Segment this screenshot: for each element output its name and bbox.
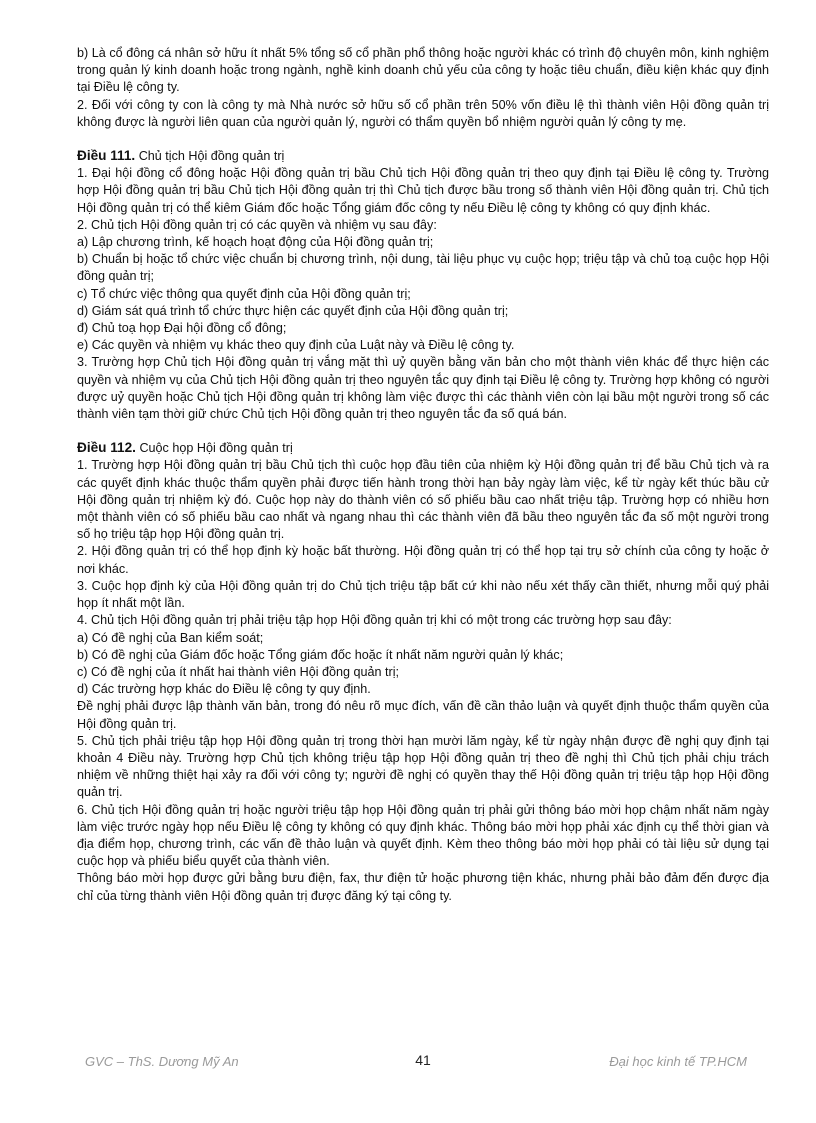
page-number: 41 bbox=[415, 1052, 431, 1068]
footer-institution: Đại học kinh tế TP.HCM bbox=[609, 1054, 747, 1069]
paragraph: đ) Chủ toạ họp Đại hội đồng cổ đông; bbox=[77, 321, 287, 336]
paragraph: 3. Trường hợp Chủ tịch Hội đồng quản trị vắng mặt thì uỷ quyền bằng văn bản cho một thành viên khác để thực hiện các quyền và nhiệm vụ của Chủ tịch Hội đồng quản trị theo nguyên tắc quy định tại Điều lệ công ty. Trường hợp không có người được uỷ quyền hoặc Chủ tịch Hội đồng quản trị không làm việc được thì các thành viên còn lại bầu một người trong số các thành viên tạm thời giữ chức Chủ tịch Hội đồng quản trị theo nguyên tắc đa số quá bán. bbox=[77, 355, 769, 422]
paragraph: 2. Hội đồng quản trị có thể họp định kỳ hoặc bất thường. Hội đồng quản trị có thể họp tại trụ sở chính của công ty hoặc ở nơi khác. bbox=[77, 544, 769, 576]
paragraph: a) Lập chương trình, kế hoạch hoạt động của Hội đồng quản trị; bbox=[77, 235, 434, 250]
paragraph: 2. Đối với công ty con là công ty mà Nhà nước sở hữu số cổ phần trên 50% vốn điều lệ thì thành viên Hội đồng quản trị không được là người liên quan của người quản lý, người có thẩm quyền bổ nhiệm người quản lý công ty mẹ. bbox=[77, 97, 769, 129]
paragraph: 1. Đại hội đồng cổ đông hoặc Hội đồng quản trị bầu Chủ tịch Hội đồng quản trị theo quy định tại Điều lệ công ty. Trường hợp Hội đồng quản trị bầu Chủ tịch Hội đồng quản trị thì Chủ tịch được bầu trong số thành viên Hội đồng quản trị. Chủ tịch Hội đồng quản trị có thể kiêm Giám đốc hoặc Tổng giám đốc công ty nếu Điều lệ công ty không có quy định khác. bbox=[77, 166, 769, 215]
paragraph: 5. Chủ tịch phải triệu tập họp Hội đồng quản trị trong thời hạn mười lăm ngày, kể từ ngày nhận được đề nghị quy định tại khoản 4 Điều này. Trường hợp Chủ tịch không triệu tập họp Hội đồng quản trị theo đề nghị thì Chủ tịch phải chịu trách nhiệm về những thiệt hại xảy ra đối với công ty; người đề nghị có quyền thay thế Hội đồng quản trị triệu tập họp Hội đồng quản trị. bbox=[77, 733, 769, 800]
paragraph: 2. Chủ tịch Hội đồng quản trị có các quyền và nhiệm vụ sau đây: bbox=[77, 217, 437, 232]
footer-author: GVC – ThS. Dương Mỹ An bbox=[85, 1054, 239, 1069]
article-title: Chủ tịch Hội đồng quản trị bbox=[135, 149, 285, 164]
paragraph: 3. Cuộc họp định kỳ của Hội đồng quản trị do Chủ tịch triệu tập bất cứ khi nào nếu xét thấy cần thiết, nhưng mỗi quý phải họp ít nhất một lần. bbox=[77, 578, 769, 611]
paragraph: 4. Chủ tịch Hội đồng quản trị phải triệu tập họp Hội đồng quản trị khi có một trong các trường hợp sau đây: bbox=[77, 613, 672, 628]
page-footer bbox=[77, 1054, 769, 1074]
paragraph: d) Giám sát quá trình tổ chức thực hiện các quyết định của Hội đồng quản trị; bbox=[77, 303, 509, 318]
paragraph: Thông báo mời họp được gửi bằng bưu điện, fax, thư điện tử hoặc phương tiện khác, nhưng phải bảo đảm đến được địa chỉ của từng thành viên Hội đồng quản trị được đăng ký tại công ty. bbox=[77, 871, 769, 903]
article-112-heading bbox=[77, 439, 769, 457]
paragraph: Đề nghị phải được lập thành văn bản, trong đó nêu rõ mục đích, vấn đề cần thảo luận và quyết định thuộc thẩm quyền của Hội đồng quản trị. bbox=[77, 699, 769, 731]
paragraph: b) Chuẩn bị hoặc tổ chức việc chuẩn bị chương trình, nội dung, tài liệu phục vụ cuộc họp; triệu tập và chủ toạ cuộc họp Hội đồng quản trị; bbox=[77, 252, 769, 284]
paragraph: 1. Trường hợp Hội đồng quản trị bầu Chủ tịch thì cuộc họp đầu tiên của nhiệm kỳ Hội đồng quản trị để bầu Chủ tịch và ra các quyết định khác thuộc thẩm quyền phải được tiến hành trong thời hạn bảy ngày làm việc, kể từ ngày kết thúc bầu cử Hội đồng quản trị nhiệm kỳ đó. Cuộc họp này do thành viên có số phiếu bầu cao nhất triệu tập. Trường hợp có nhiều hơn một thành viên có số phiếu bầu cao nhất và ngang nhau thì các thành viên đã bầu theo nguyên tắc đa số một người trong số họ triệu tập họp Hội đồng quản trị. bbox=[77, 458, 769, 542]
paragraph: b) Là cổ đông cá nhân sở hữu ít nhất 5% tổng số cổ phần phổ thông hoặc người khác có trình độ chuyên môn, kinh nghiệm trong quản lý kinh doanh hoặc trong ngành, nghề kinh doanh chủ yếu của công ty hoặc tiêu chuẩn, điều kiện khác quy định tại Điều lệ công ty. bbox=[77, 46, 769, 95]
paragraph: c) Tổ chức việc thông qua quyết định của Hội đồng quản trị; bbox=[77, 286, 411, 301]
paragraph: e) Các quyền và nhiệm vụ khác theo quy định của Luật này và Điều lệ công ty. bbox=[77, 338, 515, 353]
article-number: Điều 112. bbox=[77, 440, 136, 456]
article-title: Cuộc họp Hội đồng quản trị bbox=[135, 441, 293, 456]
article-111-heading bbox=[77, 147, 769, 165]
paragraph: 6. Chủ tịch Hội đồng quản trị hoặc người triệu tập họp Hội đồng quản trị phải gửi thông báo mời họp chậm nhất năm ngày làm việc trước ngày họp nếu Điều lệ công ty không có quy định khác. Thông báo mời họp phải xác định cụ thể thời gian và địa điểm họp, chương trình, các vấn đề thảo luận và quyết định. Kèm theo thông báo mời họp phải có tài liệu sử dụng tại cuộc họp và phiếu biểu quyết của thành viên. bbox=[77, 802, 769, 869]
document-body bbox=[77, 45, 769, 905]
paragraph: b) Có đề nghị của Giám đốc hoặc Tổng giám đốc hoặc ít nhất năm người quản lý khác; bbox=[77, 647, 564, 662]
paragraph: c) Có đề nghị của ít nhất hai thành viên Hội đồng quản trị; bbox=[77, 664, 400, 679]
paragraph: a) Có đề nghị của Ban kiểm soát; bbox=[77, 630, 264, 645]
article-number: Điều 111. bbox=[77, 148, 136, 164]
paragraph: d) Các trường hợp khác do Điều lệ công ty quy định. bbox=[77, 682, 371, 697]
